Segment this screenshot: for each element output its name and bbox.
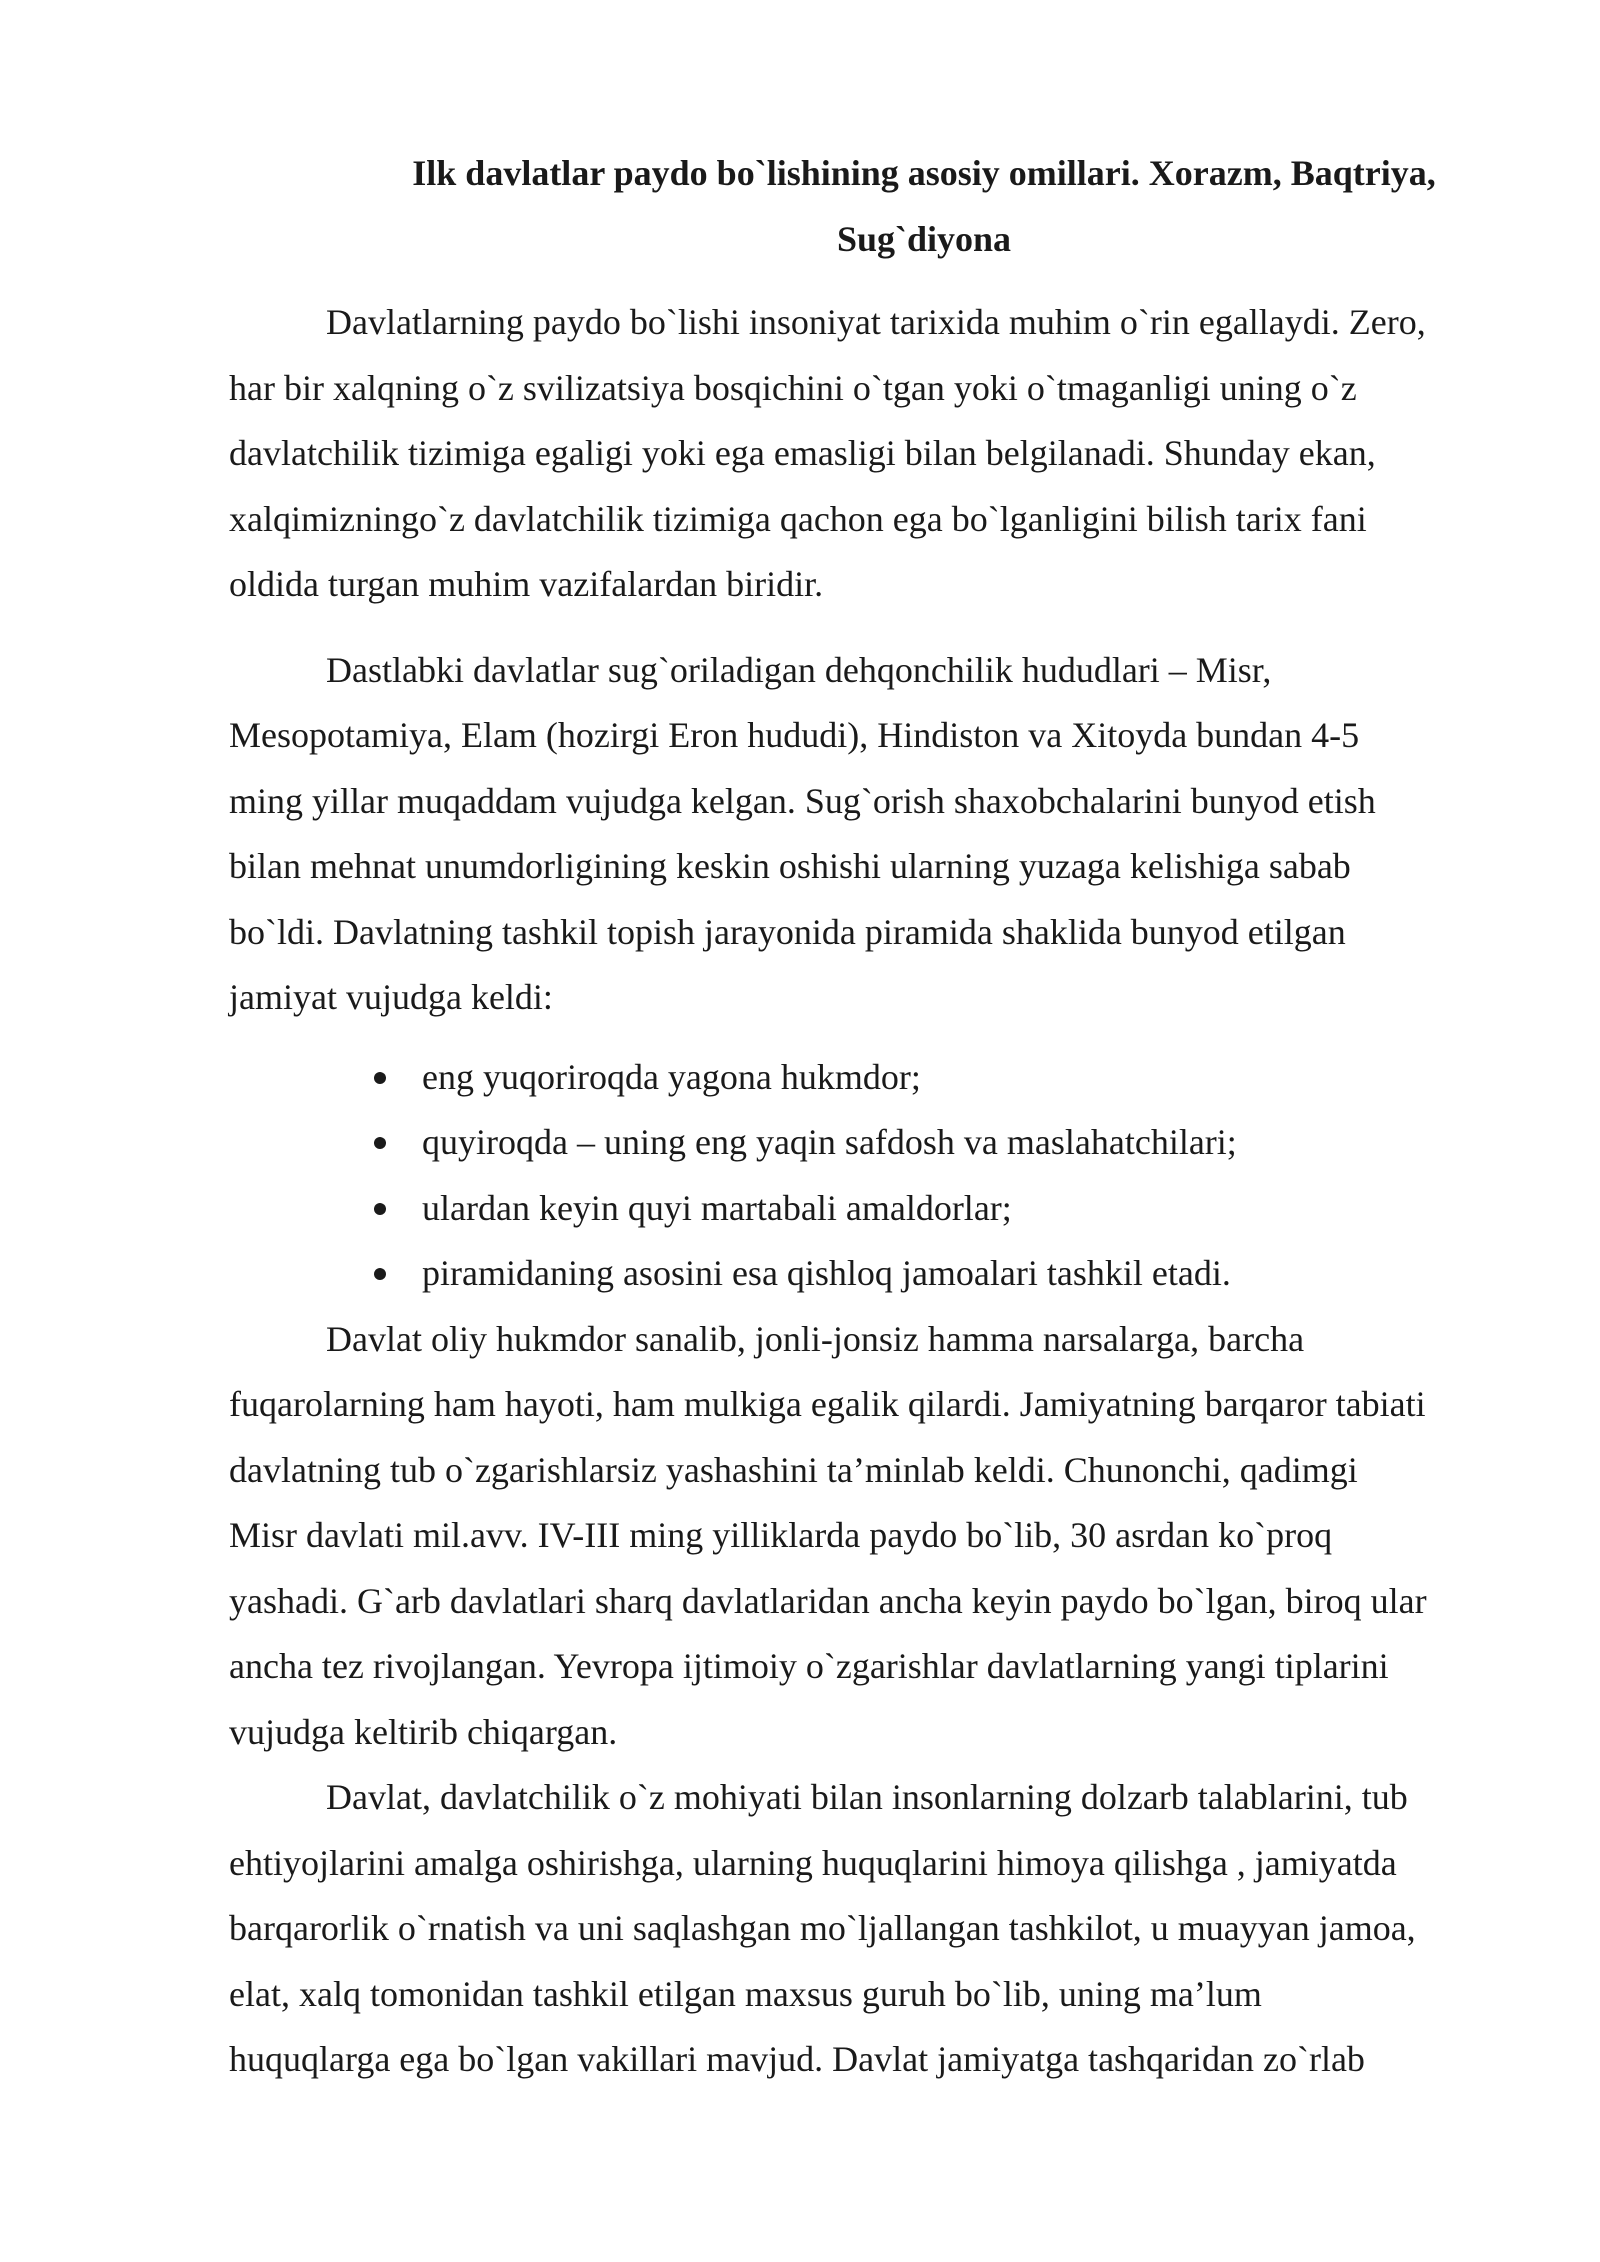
bullet-icon bbox=[374, 1137, 386, 1149]
bullet-icon bbox=[374, 1268, 386, 1280]
title-line-1: Ilk davlatlar paydo bo`lishining asosiy omillari. Xorazm, Baqtriya, bbox=[412, 153, 1436, 193]
list-item bbox=[229, 1110, 1489, 1176]
list-item-text: piramidaning asosini esa qishloq jamoalari tashkil etadi. bbox=[422, 1253, 1231, 1293]
paragraph-line: Mesopotamiya, Elam (hozirgi Eron hududi), Hindiston va Xitoyda bundan 4-5 bbox=[229, 715, 1360, 755]
list-item-text: eng yuqoriroqda yagona hukmdor; bbox=[422, 1056, 921, 1097]
paragraph-line: davlatning tub o`zgarishlarsiz yashashini ta’minlab keldi. Chunonchi, qadimgi bbox=[229, 1449, 1358, 1490]
paragraph-1 bbox=[229, 290, 1489, 618]
paragraph-line: jamiyat vujudga keldi: bbox=[229, 977, 553, 1017]
document-page bbox=[229, 140, 1489, 2093]
paragraph-line: bo`ldi. Davlatning tashkil topish jarayonida piramida shaklida bunyod etilgan bbox=[229, 911, 1346, 952]
paragraph-line: davlatchilik tizimiga egaligi yoki ega emasligi bilan belgilanadi. Shunday ekan, bbox=[229, 433, 1376, 473]
paragraph-line: xalqimizningo`z davlatchilik tizimiga qachon ega bo`lganligini bilish tarix fani bbox=[229, 498, 1367, 539]
paragraph-line: huquqlarga ega bo`lgan vakillari mavjud. Davlat jamiyatga tashqaridan zo`rlab bbox=[229, 2039, 1365, 2079]
paragraph-line: elat, xalq tomonidan tashkil etilgan maxsus guruh bo`lib, uning ma’lum bbox=[229, 1973, 1262, 2014]
document-title bbox=[229, 140, 1489, 272]
bullet-icon bbox=[374, 1072, 386, 1084]
paragraph-3 bbox=[229, 1307, 1489, 1766]
paragraph-line: vujudga keltirib chiqargan. bbox=[229, 1711, 618, 1752]
paragraph-line: har bir xalqning o`z svilizatsiya bosqichini o`tgan yoki o`tmaganligi uning o`z bbox=[229, 367, 1357, 408]
paragraph-line: ming yillar muqaddam vujudga kelgan. Sug`orish shaxobchalarini bunyod etish bbox=[229, 780, 1376, 821]
paragraph-line: Davlat oliy hukmdor sanalib, jonli-jonsiz hamma narsalarga, barcha bbox=[326, 1318, 1305, 1359]
paragraph-line: Davlatlarning paydo bo`lishi insoniyat tarixida muhim o`rin egallaydi. Zero, bbox=[326, 302, 1426, 342]
bullet-list bbox=[229, 1045, 1489, 1307]
paragraph-line: bilan mehnat unumdorligining keskin oshishi ularning yuzaga kelishiga sabab bbox=[229, 846, 1351, 886]
paragraph-2 bbox=[229, 638, 1489, 1031]
paragraph-line: oldida turgan muhim vazifalardan biridir. bbox=[229, 564, 824, 604]
title-line-2: Sug`diyona bbox=[836, 219, 1012, 259]
list-item bbox=[229, 1241, 1489, 1307]
list-item-text: quyiroqda – uning eng yaqin safdosh va maslahatchilari; bbox=[422, 1122, 1237, 1162]
paragraph-line: Davlat, davlatchilik o`z mohiyati bilan insonlarning dolzarb talablarini, tub bbox=[326, 1777, 1408, 1817]
paragraph-line: fuqarolarning ham hayoti, ham mulkiga egalik qilardi. Jamiyatning barqaror tabiati bbox=[229, 1384, 1426, 1424]
paragraph-line: barqarorlik o`rnatish va uni saqlashgan mo`ljallangan tashkilot, u muayyan jamoa, bbox=[229, 1908, 1416, 1948]
list-item-text: ulardan keyin quyi martabali amaldorlar; bbox=[422, 1187, 1012, 1228]
list-item bbox=[229, 1045, 1489, 1111]
paragraph-line: Dastlabki davlatlar sug`oriladigan dehqonchilik hududlari – Misr, bbox=[326, 649, 1272, 690]
list-item bbox=[229, 1176, 1489, 1242]
bullet-icon bbox=[374, 1203, 386, 1215]
paragraph-line: Misr davlati mil.avv. IV-III ming yilliklarda paydo bo`lib, 30 asrdan ko`proq bbox=[229, 1515, 1333, 1555]
paragraph-line: ancha tez rivojlangan. Yevropa ijtimoiy o`zgarishlar davlatlarning yangi tiplarini bbox=[229, 1646, 1389, 1686]
paragraph-line: yashadi. G`arb davlatlari sharq davlatlaridan ancha keyin paydo bo`lgan, biroq ular bbox=[229, 1580, 1427, 1621]
paragraph-4 bbox=[229, 1765, 1489, 2093]
paragraph-line: ehtiyojlarini amalga oshirishga, ularning huquqlarini himoya qilishga , jamiyatda bbox=[229, 1842, 1397, 1883]
